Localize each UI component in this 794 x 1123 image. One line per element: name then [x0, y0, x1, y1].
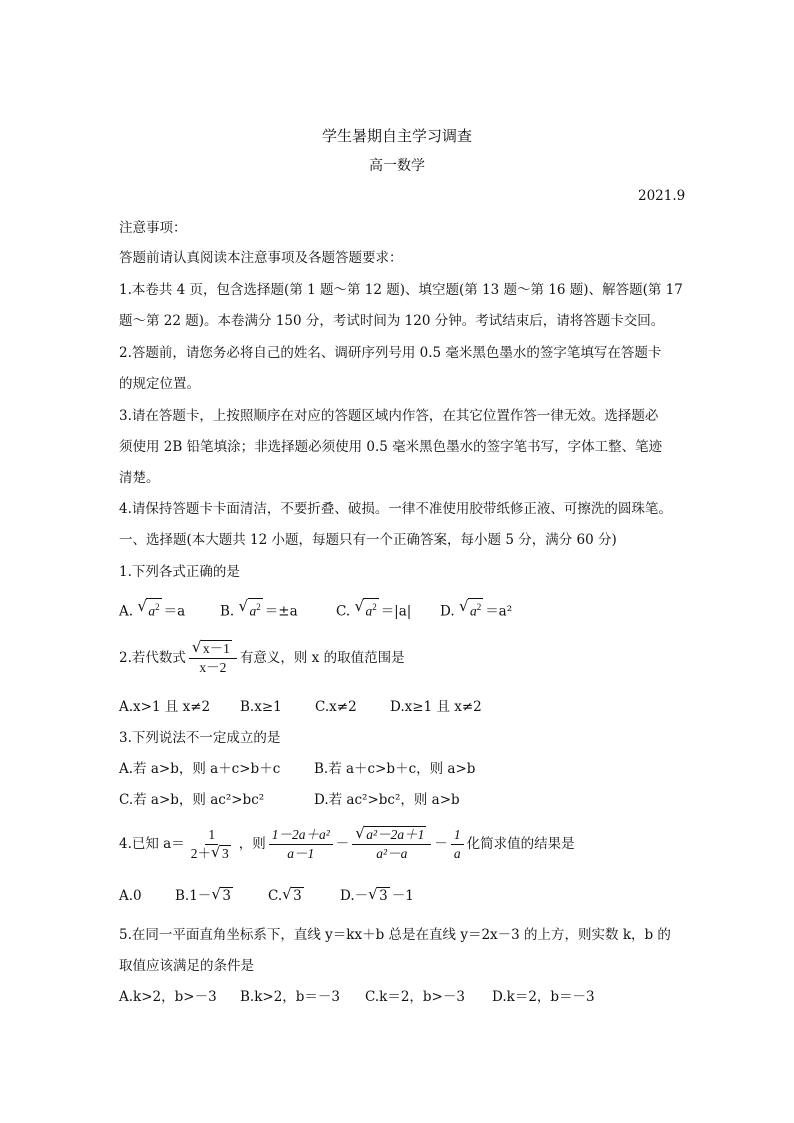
note-3-line-3: 清楚。: [119, 470, 160, 486]
note-2-line-2: 的规定位置。: [119, 376, 200, 392]
q2-option-b: B.x≥1: [240, 699, 282, 715]
q1-option-d: D. √ $a^2 =a^2$: [440, 597, 513, 620]
q2-option-a: A.x>1 且 x≠2: [119, 699, 211, 715]
notes-heading: 注意事项：: [119, 220, 187, 236]
note-3-line-2: 须使用 2B 铅笔填涂；非选择题必须使用 0.5 毫米黑色墨水的签字笔书写，字体工整、笔迹: [119, 439, 663, 455]
q5-option-d: D.k＝2，b＝－3: [492, 989, 595, 1005]
note-1-line-1: 1.本卷共 4 页，包含选择题(第 1 题～第 12 题)、填空题(第 13 题～第 16 题)、解答题(第 17: [119, 282, 683, 298]
q2-option-d: D.x≥1 且 x≠2: [390, 699, 482, 715]
note-2-line-1: 2.答题前，请您务必将自己的姓名、调研序列号用 0.5 毫米黑色墨水的签字笔填写在答题卡: [119, 345, 662, 361]
q4-option-c: C. √ 3: [268, 885, 302, 904]
doc-title: 学生暑期自主学习调查: [321, 127, 472, 145]
q3-option-a: A.若 a>b，则 a＋c>b＋c: [119, 761, 281, 777]
note-1-line-2: 题～第 22 题)。本卷满分 150 分，考试时间为 120 分钟。考试结束后，请将答题卡交回。: [119, 313, 665, 329]
q1-stem: 1.下列各式正确的是: [119, 564, 240, 580]
notes-intro: 答题前请认真阅读本注意事项及各题答题要求：: [119, 250, 403, 266]
section-heading: 一、选择题(本大题共 12 小题，每题只有一个正确答案，每小题 5 分，满分 60 分): [119, 532, 617, 548]
q3-option-d: D.若 ac²>bc²，则 a>b: [314, 792, 460, 808]
q5-option-a: A.k>2，b>－3: [119, 989, 217, 1005]
q3-stem: 3.下列说法不一定成立的是: [119, 730, 281, 746]
note-4: 4.请保持答题卡卡面清洁，不要折叠、破损。一律不准使用胶带纸修正液、可擦洗的圆珠笔。: [119, 501, 672, 517]
q5-stem-line-1: 5.在同一平面直角坐标系下，直线 y＝kx＋b 总是在直线 y＝2x－3 的上方，则实数 k，b 的: [119, 927, 671, 943]
q2-stem: 2.若代数式 √ x－1 x－2 有意义，则 x 的取值范围是: [119, 638, 405, 675]
note-3-line-1: 3.请在答题卡，上按照顺序在对应的答题区域内作答，在其它位置作答一律无效。选择题必: [119, 408, 659, 424]
q3-option-c: C.若 a>b，则 ac²>bc²: [119, 792, 265, 808]
q4-option-d: D.－ √ 3 －1: [340, 885, 414, 904]
q5-stem-line-2: 取值应该满足的条件是: [119, 958, 254, 974]
q3-option-b: B.若 a＋c>b＋c，则 a>b: [314, 761, 476, 777]
q1-option-c: C. √ $a^2 =|a|$: [336, 597, 412, 620]
q4-stem: 4.已知 a＝ 1 2＋ √ 3 ，则 $\frac{\text{1－2a＋a²}}{a-1}$ － √ a²－2a＋1 a²－a － $\frac{1}{a}$ 化简求值的结果是: [119, 824, 575, 861]
doc-subtitle: 高一数学: [369, 158, 425, 174]
q5-option-b: B.k>2，b＝－3: [240, 989, 341, 1005]
q5-option-c: C.k＝2，b>－3: [365, 989, 465, 1005]
doc-date: 2021.9: [638, 188, 686, 204]
q4-option-a: A.0: [119, 888, 142, 904]
q1-option-a: A. √ $a^2 =a$: [119, 597, 186, 620]
q2-option-c: C.x≠2: [315, 699, 357, 715]
q4-option-b: B.1－ √ 3: [175, 885, 231, 904]
q1-option-b: B. √ $a^2 =\pm a$: [220, 597, 298, 620]
